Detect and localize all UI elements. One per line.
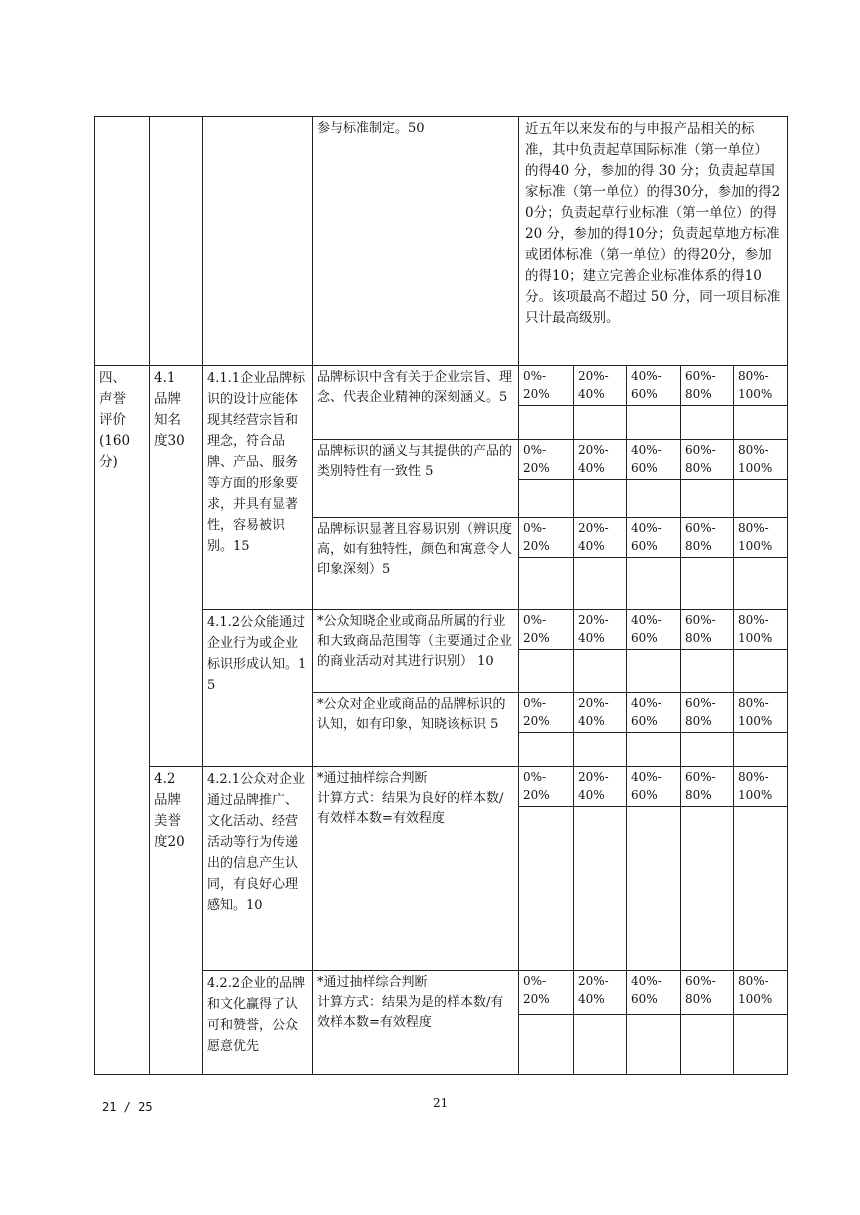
score-cell[interactable] <box>734 650 788 693</box>
score-cell[interactable] <box>734 558 788 610</box>
item-text: *通过抽样综合判断 计算方式：结果为良好的样本数/有效样本数=有效程度 <box>313 767 519 971</box>
item-text: 品牌标识显著且容易识别（辨识度高，如有独特性，颜色和寓意令人印象深刻）5 <box>313 518 519 610</box>
band-40-60: 40%- 60% <box>627 518 681 558</box>
band-60-80: 60%- 80% <box>681 971 734 1015</box>
group-label: 4.2 品牌 美誉 度20 <box>150 767 203 1075</box>
band-20-40: 20%- 40% <box>574 518 627 558</box>
band-0-20: 0%- 20% <box>519 518 574 558</box>
band-60-80: 60%- 80% <box>681 693 734 733</box>
score-cell[interactable] <box>574 807 627 971</box>
score-cell[interactable] <box>734 480 788 518</box>
page-of-indicator: 21 / 25 <box>102 1100 153 1114</box>
band-20-40: 20%- 40% <box>574 971 627 1015</box>
band-20-40: 20%- 40% <box>574 767 627 807</box>
band-80-100: 80%- 100% <box>734 518 788 558</box>
band-0-20: 0%- 20% <box>519 366 574 406</box>
score-cell[interactable] <box>681 733 734 767</box>
band-40-60: 40%- 60% <box>627 971 681 1015</box>
band-40-60: 40%- 60% <box>627 610 681 650</box>
score-cell[interactable] <box>681 1015 734 1075</box>
band-40-60: 40%- 60% <box>627 693 681 733</box>
band-20-40: 20%- 40% <box>574 440 627 480</box>
band-80-100: 80%- 100% <box>734 610 788 650</box>
page-number: 21 <box>433 1096 449 1110</box>
score-cell[interactable] <box>519 807 574 971</box>
score-cell[interactable] <box>574 650 627 693</box>
score-cell[interactable] <box>519 733 574 767</box>
band-80-100: 80%- 100% <box>734 366 788 406</box>
band-60-80: 60%- 80% <box>681 518 734 558</box>
score-cell[interactable] <box>627 733 681 767</box>
item-text: *公众知晓企业或商品所属的行业和大致商品范围等（主要通过企业的商业活动对其进行识别） 10 <box>313 610 519 693</box>
sub-indicator-label: 4.2.2企业的品牌和文化赢得了认可和赞誉，公众愿意优先 <box>203 971 313 1075</box>
band-20-40: 20%- 40% <box>574 610 627 650</box>
band-0-20: 0%- 20% <box>519 971 574 1015</box>
band-60-80: 60%- 80% <box>681 440 734 480</box>
score-cell[interactable] <box>519 1015 574 1075</box>
band-0-20: 0%- 20% <box>519 610 574 650</box>
section-label: 四、 声誉 评价 (160 分) <box>95 366 150 1075</box>
band-0-20: 0%- 20% <box>519 693 574 733</box>
band-20-40: 20%- 40% <box>574 693 627 733</box>
score-cell[interactable] <box>627 1015 681 1075</box>
item-text: 品牌标识中含有关于企业宗旨、理念、代表企业精神的深刻涵义。5 <box>313 366 519 440</box>
sub-indicator-label: 4.2.1公众对企业通过品牌推广、文化活动、经营活动等行为传递出的信息产生认同，有良好心理感知。10 <box>203 767 313 971</box>
score-cell[interactable] <box>681 650 734 693</box>
group-label: 4.1 品牌 知名 度30 <box>150 366 203 767</box>
table-row <box>95 767 788 807</box>
band-40-60: 40%- 60% <box>627 767 681 807</box>
score-cell[interactable] <box>519 480 574 518</box>
score-cell[interactable] <box>681 480 734 518</box>
sub-indicator-label: 4.1.1企业品牌标识的设计应能体现其经营宗旨和理念，符合品牌、产品、服务等方面的形象要求，并具有显著性，容易被识别。15 <box>203 366 313 610</box>
score-cell[interactable] <box>574 480 627 518</box>
score-cell[interactable] <box>734 406 788 440</box>
band-80-100: 80%- 100% <box>734 693 788 733</box>
item-text: 品牌标识的涵义与其提供的产品的类别特性有一致性 5 <box>313 440 519 518</box>
band-80-100: 80%- 100% <box>734 971 788 1015</box>
table-row <box>95 366 788 406</box>
score-cell[interactable] <box>734 807 788 971</box>
score-cell[interactable] <box>734 733 788 767</box>
score-cell[interactable] <box>681 807 734 971</box>
score-cell[interactable] <box>627 650 681 693</box>
score-cell[interactable] <box>681 406 734 440</box>
item-text: *通过抽样综合判断 计算方式：结果为是的样本数/有效样本数=有效程度 <box>313 971 519 1075</box>
score-cell[interactable] <box>627 406 681 440</box>
band-40-60: 40%- 60% <box>627 366 681 406</box>
score-cell[interactable] <box>519 558 574 610</box>
band-80-100: 80%- 100% <box>734 767 788 807</box>
score-cell[interactable] <box>519 650 574 693</box>
criteria-cell: 近五年以来发布的与申报产品相关的标准，其中负责起草国际标准（第一单位）的得40 分，参加的得 30 分；负责起草国家标准（第一单位）的得30分，参加的得20分；负责起草行业标准（第一单位）的得 20 分，参加的得10分；负责起草地方标准或团体标准（第一单位）的得20分，参加的得10；建立完善企业标准体系的得10分。该项最高不超过 50 分，同一项目标准只计最高级别。 <box>519 117 788 366</box>
continuation-row <box>95 117 788 366</box>
score-cell[interactable] <box>574 558 627 610</box>
cell-empty <box>150 117 203 366</box>
score-cell[interactable] <box>627 558 681 610</box>
score-cell[interactable] <box>574 733 627 767</box>
band-60-80: 60%- 80% <box>681 366 734 406</box>
score-cell[interactable] <box>519 406 574 440</box>
score-cell[interactable] <box>574 406 627 440</box>
item-text: *公众对企业或商品的品牌标识的认知，如有印象，知晓该标识 5 <box>313 693 519 767</box>
sub-indicator-label: 4.1.2公众能通过企业行为或企业标识形成认知。15 <box>203 610 313 767</box>
evaluation-table <box>94 116 788 1075</box>
score-cell[interactable] <box>627 480 681 518</box>
band-20-40: 20%- 40% <box>574 366 627 406</box>
band-80-100: 80%- 100% <box>734 440 788 480</box>
score-cell[interactable] <box>574 1015 627 1075</box>
cell-empty <box>95 117 150 366</box>
score-cell[interactable] <box>681 558 734 610</box>
band-0-20: 0%- 20% <box>519 767 574 807</box>
band-0-20: 0%- 20% <box>519 440 574 480</box>
indicator-cell: 参与标准制定。50 <box>313 117 519 366</box>
cell-empty <box>203 117 313 366</box>
band-60-80: 60%- 80% <box>681 610 734 650</box>
band-60-80: 60%- 80% <box>681 767 734 807</box>
score-cell[interactable] <box>627 807 681 971</box>
band-40-60: 40%- 60% <box>627 440 681 480</box>
score-cell[interactable] <box>734 1015 788 1075</box>
